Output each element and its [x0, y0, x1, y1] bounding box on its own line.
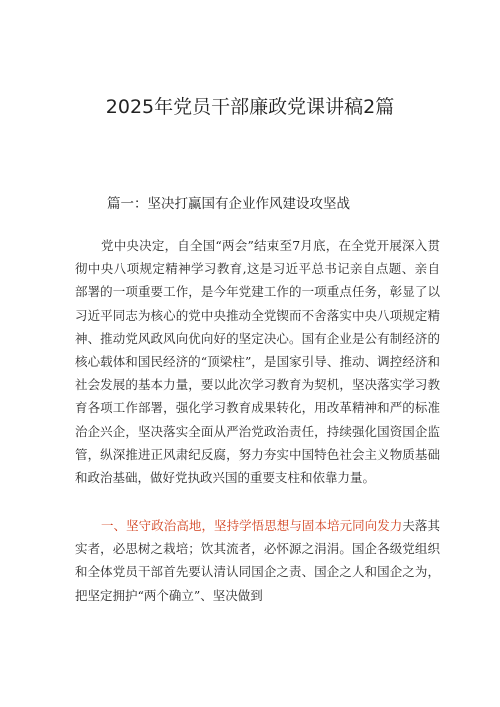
paragraph-2-text: 夫落其实者，必思树之栽培；饮其流者，必怀源之涓涓。国企各级党组织和全体党员干部首先要认清认同国企之责、国企之人和国企之为，把坚定拥护“两个确立”、坚决做到	[75, 518, 440, 603]
body-paragraph-1: 党中央决定，自全国“两会”结束至7月底，在全党开展深入贯彻中央八项规定精神学习教育,这是习近平总书记亲自点题、亲自部署的一项重要工作，是今年党建工作的一项重点任务，彰显了以习近平同志为核心的党中央推动全党锲而不舍落实中央八项规定精神、推动党风政风向优向好的坚定决心。国有企业是公有制经济的核心载体和国民经济的“顶梁柱”，是国家引导、推动、调控经济和社会发展的基本力量，要以此次学习教育为契机，坚决落实学习教育各项工作部署，强化学习教育成果转化，用改革精神和严的标准治企兴企，坚决落实全面从严治党政治责任，持续强化国资国企监管，纵深推进正风肃纪反腐，努力夯实中国特色社会主义物质基础和政治基础，做好党执政兴国的重要支柱和依靠力量。	[75, 238, 440, 486]
subheading-highlight: 一、坚守政治高地，坚持学悟思想与固本培元同向发力	[101, 518, 403, 533]
body-paragraph-2	[75, 514, 440, 607]
section-heading: 篇一：坚决打赢国有企业作风建设攻坚战	[107, 196, 350, 212]
document-title: 2025年党员干部廉政党课讲稿2篇	[105, 96, 395, 118]
